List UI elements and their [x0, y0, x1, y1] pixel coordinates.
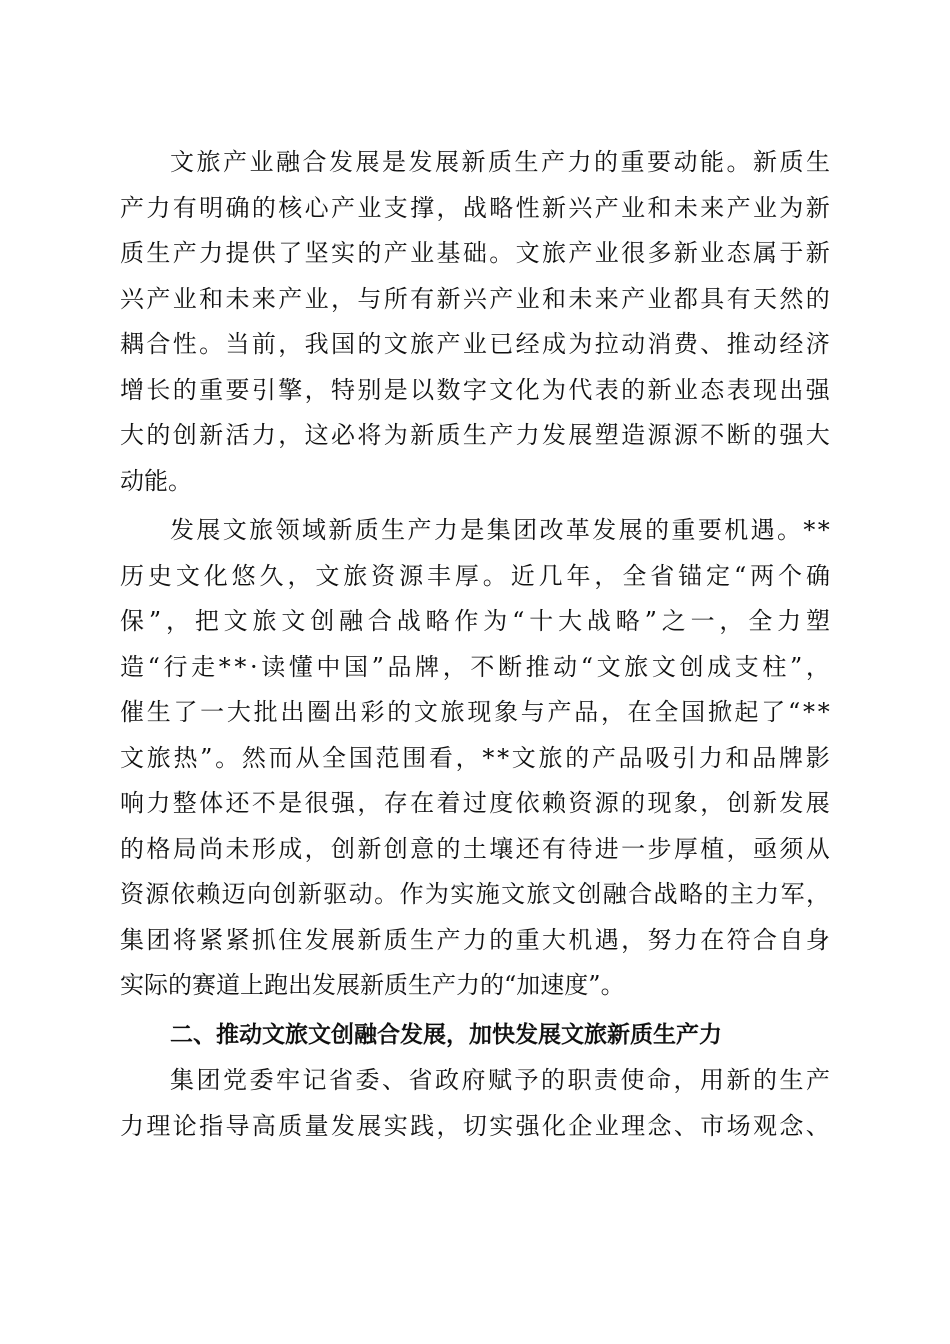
- section-heading: 二、推动文旅文创融合发展，加快发展文旅新质生产力: [170, 1021, 722, 1048]
- paragraph-3: [120, 1058, 830, 1149]
- text-line: 文 旅 产 业 融 合 发 展 是 发 展 新 质 生 产 力 的 重 要 动 能 。 新 质 生: [170, 148, 830, 176]
- text-line: 历 史 文 化 悠 久 ， 文 旅 资 源 丰 厚 。 近 几 年 ， 全 省 锚 定 “ 两 个 确: [120, 561, 830, 590]
- text-line: 大 的 创 新 活 力 ， 这 必 将 为 新 质 生 产 力 发 展 塑 造 源 源 不 断 的 强 大: [120, 421, 830, 449]
- text-line: 响 力 整 体 还 不 是 很 强 ， 存 在 着 过 度 依 赖 资 源 的 现 象 ， 创 新 发 展: [120, 789, 830, 817]
- text-line: 力 理 论 指 导 高 质 量 发 展 实 践 ， 切 实 强 化 企 业 理 念 、 市 场 观 念 、: [120, 1111, 830, 1140]
- text-line: 集 团 将 紧 紧 抓 住 发 展 新 质 生 产 力 的 重 大 机 遇 ， 努 力 在 符 合 自 身: [120, 925, 830, 954]
- text-line: 产 力 有 明 确 的 核 心 产 业 支 撑 ， 战 略 性 新 兴 产 业 和 未 来 产 业 为 新: [120, 193, 830, 222]
- text-line: 质 生 产 力 提 供 了 坚 实 的 产 业 基 础 。 文 旅 产 业 很 多 新 业 态 属 于 新: [120, 239, 830, 267]
- text-line: 文 旅 热 ” 。 然 而 从 全 国 范 围 看 ， * * 文 旅 的 产 品 吸 引 力 和 品 牌 影: [120, 743, 830, 772]
- text-line: 兴 产 业 和 未 来 产 业 ， 与 所 有 新 兴 产 业 和 未 来 产 业 都 具 有 天 然 的: [120, 284, 830, 313]
- paragraph-1: [120, 140, 830, 504]
- text-line: 的 格 局 尚 未 形 成 ， 创 新 创 意 的 土 壤 还 有 待 进 一 步 厚 植 ， 亟 须 从: [120, 834, 830, 863]
- text-line: 造 “ 行 走 * * · 读 懂 中 国 ” 品 牌 ， 不 断 推 动 “ 文 旅 文 创 成 支 柱 ” ，: [120, 652, 830, 681]
- paragraph-2: [120, 508, 830, 1009]
- text-line: 实 际 的 赛 道 上 跑 出 发 展 新 质 生 产 力 的 “ 加 速 度 ” 。: [120, 971, 625, 999]
- text-line: 集 团 党 委 牢 记 省 委 、 省 政 府 赋 予 的 职 责 使 命 ， 用 新 的 生 产: [170, 1066, 830, 1094]
- text-line: 资 源 依 赖 迈 向 创 新 驱 动 。 作 为 实 施 文 旅 文 创 融 合 战 略 的 主 力 军 ，: [120, 880, 830, 908]
- text-line: 催 生 了 一 大 批 出 圈 出 彩 的 文 旅 现 象 与 产 品 ， 在 全 国 掀 起 了 “ * *: [120, 698, 830, 726]
- document-body: [120, 140, 830, 1149]
- text-line: 保 ” ， 把 文 旅 文 创 融 合 战 略 作 为 “ 十 大 战 略 ” 之 一 ， 全 力 塑: [120, 607, 830, 635]
- text-line: 动 能 。: [120, 466, 192, 495]
- text-line: 发 展 文 旅 领 域 新 质 生 产 力 是 集 团 改 革 发 展 的 重 要 机 遇 。 * *: [170, 516, 830, 544]
- text-line: 耦 合 性 。 当 前 ， 我 国 的 文 旅 产 业 已 经 成 为 拉 动 消 费 、 推 动 经 济: [120, 330, 830, 358]
- text-line: 增 长 的 重 要 引 擎 ， 特 别 是 以 数 字 文 化 为 代 表 的 新 业 态 表 现 出 强: [120, 375, 830, 404]
